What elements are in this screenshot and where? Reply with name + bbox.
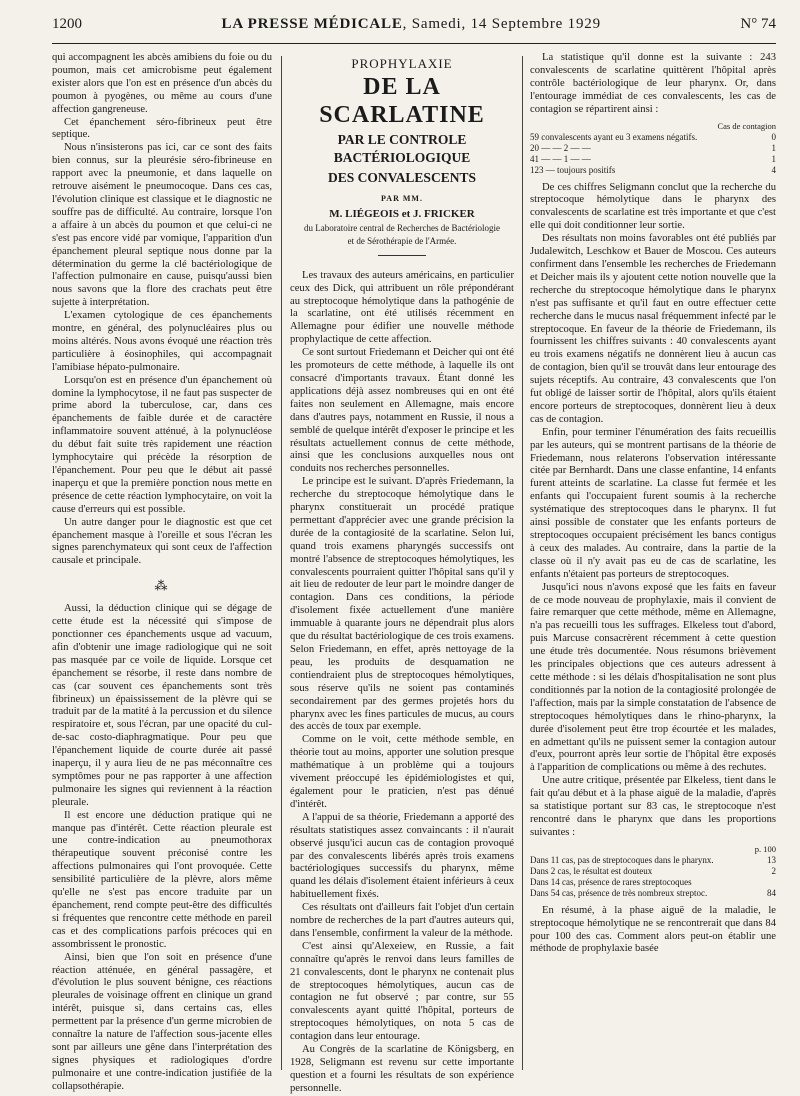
column-rule [281, 56, 282, 1070]
article-authors: M. LIÉGEOIS et J. FRICKER [329, 207, 475, 220]
table-row-value: 84 [767, 887, 776, 898]
title-divider [378, 255, 426, 256]
table-header: Cas de contagion [717, 120, 776, 131]
paragraph: Ces résultats ont d'ailleurs fait l'objet d'un certain nombre de recherches de la part d'autres auteurs qui, dans l'ensemble, confirment la valeur de la méthode. [290, 902, 514, 939]
elkeless-table-rows [530, 855, 776, 899]
table-row-label: Dans 2 cas, le résultat est douteux [530, 865, 653, 876]
table-row-label: 59 convalescents ayant eu 3 examens négatifs. [530, 131, 698, 142]
paragraph: Lorsqu'on est en présence d'un épanchement où domine la lymphocytose, il ne faut pas suspecter de prime abord la tuberculose, car, dans ces épanchements de faible durée et de caractère inflammatoire souvent atténué, à la polynucléose du début fait suite très rapidement une réaction lymphocytaire qui précède la résorption de l'épanchement. Pour peu que le début ait passé inaperçu et que la première ponction nous mette en présence de cette réaction lymphocytaire, on voit la cause d'erreurs qui est possible. [52, 374, 272, 515]
paragraph: En résumé, à la phase aiguë de la maladie, le streptocoque hémolytique ne se rencontrerait que dans 84 pour 100 des cas. Comment alors peut-on établir une méthode de prophylaxie basée [530, 904, 776, 955]
table-row-label: 20 — — 2 — — [530, 142, 591, 153]
table-row-label: Dans 14 cas, présence de rares streptocoques [530, 876, 692, 887]
paragraph: Des résultats non moins favorables ont été publiés par Judalewitch, Leschkow et Bauer de Moscou. Ces auteurs confirment dans l'ensemble les recherches de Friedemann et Deicher mais ils y ajoutent cette notion nouvelle que la recherche du streptocoque hémolytique dans le pharynx n'est pas suffisante et qu'il faut en outre effectuer cette recherche dans le mucus nasal fréquemment infecté par le streptocoque. En faveur de la théorie de Friedemann, ils fournissent les chiffres suivants : 40 convalescents ayant eu trois examens négatifs ne donnèrent lieu à aucun cas de contagion, bien qu'il se trouvât dans leur entourage des sujets réceptifs. Au contraire, 43 convalescents que l'on fut obligé de laisser sortir de l'hôpital, alors qu'ils étaient encore porteurs de streptocoques, donnèrent lieu à deux cas de contagion. [530, 233, 776, 425]
contagion-table-rows [530, 132, 776, 176]
column-3 [530, 52, 776, 1074]
article-kicker: PROPHYLAXIE [351, 56, 453, 71]
paragraph: Il est encore une déduction pratique qui ne manque pas d'intérêt. Cette réaction pleurale est une contre-indication au pneumothorax thérapeutique souvent préconisé contre les affections pulmonaires qui l'ont provoquée. Cette sensibilité particulière de la plèvre, alors même qu'elle ne s'est pas encore traduite par un épanchement, rend compte peut-être des difficultés si fréquentes que rencontre cette méthode en pareil cas et des complications parfois précoces qui en assombrissent le pronostic. [52, 809, 272, 950]
table-row-label: Dans 54 cas, présence de très nombreux streptoc. [530, 887, 708, 898]
page-header [52, 16, 776, 44]
table-row [530, 165, 776, 176]
paragraph: Ainsi, bien que l'on soit en présence d'une réaction atténuée, en général passagère, et d'évolution le plus souvent bénigne, ces réactions pleurales de voisinage offrent en clinique un grand intérêt, puisque si, dans certains cas, elles permettent par la présence d'un germe microbien de connaître la nature de l'affection sous-jacente elles sont par ailleurs une gêne dans l'interprétation des signes physiques et radiologiques d'ordre pulmonaire et une contre-indication justifiée de la collapsothérapie. [52, 951, 272, 1092]
column-2 [290, 52, 514, 1094]
journal-name: LA PRESSE MÉDICALE [221, 16, 403, 32]
journal-masthead [222, 16, 601, 33]
column-3-paragraphs-b [530, 182, 776, 840]
paragraph: Au Congrès de la scarlatine de Königsberg, en 1928, Seligmann est revenu sur cette importante question et a fourni les résultats de son expérience personnelle. [290, 1044, 514, 1094]
column-2-paragraphs [290, 270, 514, 1096]
paragraph: Un autre danger pour le diagnostic est que cet épanchement masque à l'oreille et sous l'écran les signes parenchymateux qui sont ceux de l'affection causale et principale. [52, 516, 272, 567]
paragraph: Nous n'insisterons pas ici, car ce sont des faits bien connus, sur la pleurésie séro-fibrineuse en rapport avec la pneumonie, et dans laquelle on retrouve aisément le pneumocoque. Dans ces cas, l'évolution clinique est classique et le diagnostic ne souffre pas de difficulté. Au contraire, lorsque l'on a affaire à un abcès du poumon et que celui-ci ne s'est pas encore vidé par vomique, l'apparition d'un épanchement pleural septique nous donne par la détermination du germe la clé bactériologique de l'affection pulmonaire en cause, puisqu'aussi bien nous savons que la flore des crachats peut être sujette à interprétation. [52, 142, 272, 309]
affiliation-line-2: et de Sérothérapie de l'Armée. [347, 235, 457, 246]
table-row-value: 1 [771, 142, 776, 153]
paragraph: Ce sont surtout Friedemann et Deicher qui ont été les promoteurs de cette méthode, à laquelle ils ont consacré d'importants travaux. Étant donné les applications déjà assez nombreuses qui en ont été faites non seulement en Allemagne, mais encore dans d'autres pays, notamment en Russie, il nous a semblé de quelque intérêt d'exposer le principe et les résultats actuellement connus de cette méthode, ainsi que les conclusions auxquelles nous ont conduits nos recherches personnelles. [290, 347, 514, 475]
paragraph: L'examen cytologique de ces épanchements montre, en général, des polynucléaires plus ou moins altérés. Nous avons évoqué une réaction très particulière à éosinophiles, qui accompagnait l'amibiase hépato-pulmonaire. [52, 310, 272, 373]
table-row [530, 888, 776, 899]
table-row-value: 1 [771, 153, 776, 164]
table-row-label: 41 — — 1 — — [530, 153, 591, 164]
table-row [530, 877, 776, 888]
paragraph: Une autre critique, présentée par Elkeless, tient dans le fait qu'au début et à la phase aiguë de la maladie, d'après sa statistique portant sur 83 cas, le streptocoque n'est rencontré dans le pharynx que dans les proportions suivantes : [530, 775, 776, 838]
page-number: 1200 [52, 16, 82, 32]
table-header: p. 100 [754, 843, 776, 854]
article-title: DE LA SCARLATINE [319, 73, 485, 128]
column-3-paragraphs-a [530, 52, 776, 117]
table-row-value: 13 [767, 854, 776, 865]
paragraph: qui accompagnent les abcès amibiens du foie ou du poumon, mais cet amicrobisme peut également exister alors que l'on est en présence d'un abcès du poumon à pyogènes, ou même au cours d'une affection gangreneuse. [52, 52, 272, 115]
article-subtitle-2: DES CONVALESCENTS [328, 169, 476, 185]
paragraph: De ces chiffres Seligmann conclut que la recherche du streptocoque hémolytique dans le pharynx des convalescents de scarlatine est très importante et que c'est elle qui doit conditionner leur sortie. [530, 181, 776, 232]
paragraph: Aussi, la déduction clinique qui se dégage de cette étude est la nécessité qui s'impose de ponctionner ces épanchements usque ad vacuum, afin d'obtenir une image radiologique qui ne soit pas masquée par ce voile de liquide. Lorsque cet épanchement se résorbe, il reste dans nombre de cas (car souvent ces épanchements sont très fibrineux) un épaississement de la plèvre qui se traduit par de la matité à la percussion et du silence respiratoire et, sous l'écran, par une opacité du cul-de-sac costo-diaphragmatique. Pour peu que l'épanchement liquide de courte durée ait passé inaperçu, il y aura lieu de ne pas méconnaître ces symptômes pour ne pas rapporter à une affection pulmonaire les signes qui reviennent à la réaction pleurale. [52, 603, 272, 808]
paragraph: Comme on le voit, cette méthode semble, en théorie tout au moins, apporter une solution presque mathématique à un problème qui a toujours vivement préoccupé les épidémiologistes et qui, également pour le praticien, n'est pas dénué d'intérêt. [290, 734, 514, 810]
column-3-paragraphs-c [530, 905, 776, 957]
article-subtitle-1: PAR LE CONTROLE BACTÉRIOLOGIQUE [333, 131, 471, 165]
table-row [530, 143, 776, 154]
table-row [530, 132, 776, 143]
column-rule [522, 56, 523, 1070]
table-row-value: 2 [771, 865, 776, 876]
elkeless-table [530, 844, 776, 899]
table-row-label: Dans 11 cas, pas de streptocoques dans le pharynx. [530, 854, 714, 865]
paragraph: Le principe est le suivant. D'après Friedemann, la recherche du streptocoque hémolytique dans le pharynx constituerait un procédé pratique permettant d'apprécier avec une grande précision la durée de la contagiosité de la scarlatine. Selon lui, quand trois examens pharyngés successifs ont montré l'absence de streptocoques hémolytiques, les convalescents pourraient quitter l'hôpital sans qu'il y ait lieu de redouter de leur part le moindre danger de contagion. Dans ces conditions, la période d'isolement fixée actuellement d'une manière immuable à quarante jours ne dépendrait plus alors que du résultat bactériologique de ces trois examens. Selon Friedemann, en effet, après nettoyage de la peau, les produits de desquamation ne contiendraient plus de streptocoques hémolytiques, sous réserve qu'ils ne soient pas contaminés secondairement par des germes projetés hors du pharynx avec les fines particules de mucus, au cours des accès de toux par exemple. [290, 476, 514, 733]
table-row-value: 4 [771, 164, 776, 175]
table-row-value: 0 [771, 131, 776, 142]
paragraph: A l'appui de sa théorie, Friedemann a apporté des résultats statistiques assez convaincants : il n'aurait observé jusqu'ici aucun cas de contagion provoqué par des convalescents libérés après trois examens bactériologiques successifs du pharynx, même quand les délais d'isolement étaient inférieurs à ceux habituellement fixés. [290, 811, 514, 901]
paragraph: Cet épanchement séro-fibrineux peut être septique. [52, 116, 272, 141]
table-row-label: 123 — toujours positifs [530, 164, 616, 175]
contagion-table [530, 121, 776, 176]
table-row [530, 154, 776, 165]
paragraph: Jusqu'ici nous n'avons exposé que les faits en faveur de ce mode nouveau de prophylaxie, mais il convient de faire remarquer que cette méthode, même en Allemagne, n'a pas recueilli tous les suffrages. Elkeless tout d'abord, puis Marcuse consacrèrent récemment à cette question une étude très documentée. Nous résumons brièvement les principales objections que ces auteurs adressent à cette méthode : si les délais d'hospitalisation ne sont plus conditionnés par la notion de la contagiosité prolongée de l'affection, mais par la simple constatation de l'absence de streptocoques hémolytiques dans le rhino-pharynx, la durée d'isolement peut être trop écourtée et les malades, en admettant qu'ils ne puissent semer la contagion autour d'eux, pourront après leur sortie de l'hôpital être exposés à l'apparition de complications ou même à des rechutes. [530, 581, 776, 774]
affiliation-line-1: du Laboratoire central de Recherches de Bactériologie [304, 222, 500, 233]
paragraph: Les travaux des auteurs américains, en particulier ceux des Dick, qui attribuent un rôle prépondérant au streptocoque hémolytique dans la pathogénie de la scarlatine, ont été utilisés récemment en Allemagne pour édifier une nouvelle méthode prophylactique de cette affection. [290, 269, 514, 346]
table-row [530, 866, 776, 877]
paragraph: La statistique qu'il donne est la suivante : 243 convalescents de scarlatine quittèrent l'hôpital après contrôle bactériologique de leur pharynx. Or, dans l'entourage immédiat de ces convalescents, les cas de contagion se répartirent ainsi : [530, 52, 776, 115]
table-row [530, 855, 776, 866]
paragraph: C'est ainsi qu'Alexeiew, en Russie, a fait connaître qu'après le renvoi dans leurs familles de 21 convalescents, dont le pharynx ne contenait plus de streptocoques hémolytiques, aucun cas de contagion ne fut observé ; par contre, sur 55 convalescents ayant quitté l'hôpital, porteurs de streptocoques hémolytiques, on nota 5 cas de contagion dans leur entourage. [290, 940, 514, 1043]
paragraph: Enfin, pour terminer l'énumération des faits recueillis par les auteurs, qui se montrent partisans de la théorie de Friedemann, nous relaterons l'observation intéressante citée par Bernhardt. Dans une classe enfantine, 14 enfants furent atteints de scarlatine. La classe fut fermée et les enfants qui l'occupaient furent soumis à la recherche systématique des streptocoques dans le pharynx. Il fut ainsi possible de constater que les enfants porteurs de streptocoques occupaient précisément les bancs contigus à ceux des malades. Au contraire, dans la partie de la classe où il n'y avait pas eu de cas de scarlatine, les enfants n'étaient pas porteurs de streptocoques. [530, 426, 776, 580]
column-1-paragraphs [52, 52, 272, 568]
issue-number: N° 74 [740, 16, 776, 32]
section-separator: ⁂ [154, 578, 170, 594]
column-1-paragraphs-continued [52, 603, 272, 1093]
byline-prefix: PAR MM. [381, 193, 423, 203]
issue-date: , Samedi, 14 Septembre 1929 [402, 16, 601, 32]
column-1 [52, 52, 272, 1092]
